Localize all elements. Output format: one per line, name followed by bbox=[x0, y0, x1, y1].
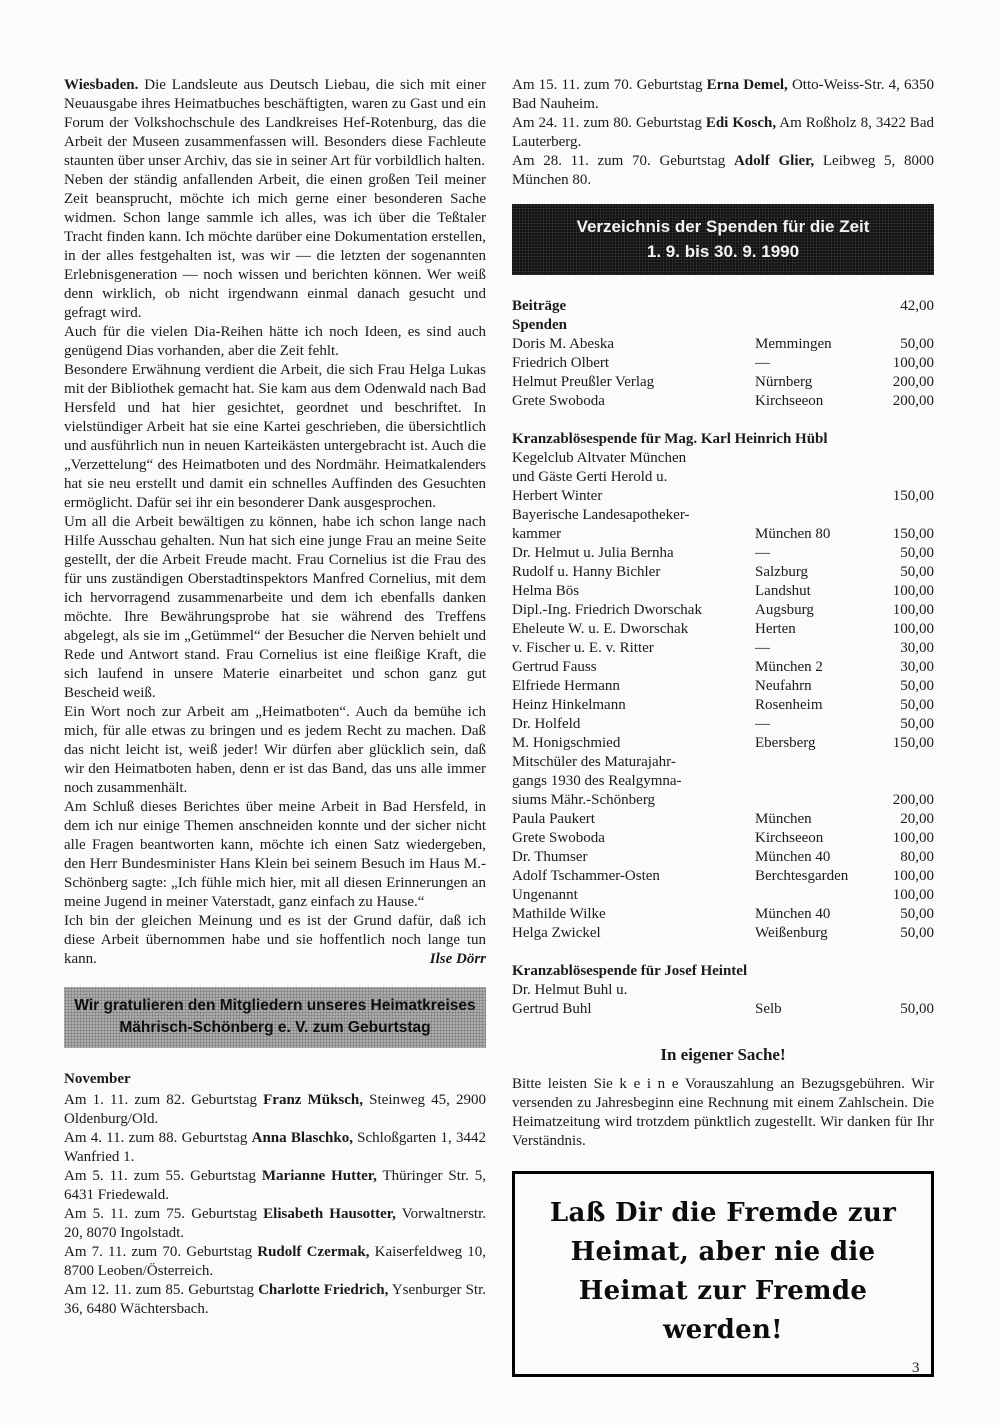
donation-amount: 100,00 bbox=[892, 602, 934, 618]
donation-amount: 50,00 bbox=[900, 716, 934, 732]
donation-row bbox=[512, 886, 934, 905]
donation-place: Weißenburg bbox=[755, 925, 828, 941]
donation-row bbox=[512, 620, 934, 639]
donation-place: — bbox=[755, 355, 770, 371]
entry-date-text: Am 28. 11. zum 70. Geburtstag bbox=[512, 153, 734, 169]
left-column bbox=[64, 76, 486, 1319]
donation-place: Kirchseeon bbox=[755, 830, 824, 846]
donation-place: — bbox=[755, 640, 770, 656]
entry-name: Adolf Glier, bbox=[733, 153, 815, 169]
donation-row bbox=[512, 582, 934, 601]
donation-name: Grete Swoboda bbox=[512, 393, 605, 409]
birthday-entry bbox=[64, 1281, 486, 1319]
donation-amount: 50,00 bbox=[900, 545, 934, 561]
beitraege-place bbox=[755, 297, 862, 316]
donation-place: Rosenheim bbox=[755, 697, 823, 713]
donation-name: Dipl.-Ing. Friedrich Dworschak bbox=[512, 602, 702, 618]
donation-row bbox=[512, 601, 934, 620]
motto-line-2: Heimat, aber nie die bbox=[570, 1237, 876, 1267]
page-number: 3 bbox=[912, 1360, 920, 1376]
donation-amount bbox=[862, 506, 934, 525]
paragraph-text: Auch für die vielen Dia-Reihen hätte ich noch Ideen, es sind auch genügend Dias vorhanden, aber die Zeit fehlt. bbox=[64, 324, 486, 359]
kranz-title-2: Kranzablösespende für Josef Heintel bbox=[512, 963, 748, 979]
donation-name: gangs 1930 des Realgymna- bbox=[512, 773, 682, 789]
donation-place bbox=[755, 468, 862, 487]
donations-title-line-2: 1. 9. bis 30. 9. 1990 bbox=[646, 242, 800, 261]
motto-line-1: Laß Dir die Fremde zur bbox=[549, 1198, 897, 1228]
donation-row bbox=[512, 810, 934, 829]
donation-row bbox=[512, 449, 934, 468]
entry-address: Thüringer Str. 5, 6431 Friedewald. bbox=[64, 1168, 487, 1203]
donation-name: Helmut Preußler Verlag bbox=[512, 374, 655, 390]
donation-row bbox=[512, 924, 934, 943]
donation-amount: 30,00 bbox=[900, 659, 934, 675]
donation-amount bbox=[862, 753, 934, 772]
donation-name: Ungenannt bbox=[512, 887, 578, 903]
donation-name: Dr. Thumser bbox=[512, 849, 588, 865]
entry-name: Edi Kosch, bbox=[705, 115, 777, 131]
entry-date-text: Am 24. 11. zum 80. Geburtstag bbox=[512, 115, 706, 131]
birthday-entry bbox=[512, 114, 934, 152]
donation-name: Kegelclub Altvater München bbox=[512, 450, 687, 466]
paragraph-text: Besondere Erwähnung verdient die Arbeit, die sich Frau Helga Lukas mit der Bibliothek gemacht hat. Sie kam aus dem Odenwald nach Bad Hersfeld und hat hier gesichtet, geordnet und beschriftet. In vielstündiger Arbeit hat sie eine Kartei geschrieben, die übersichtlich und ausführlich nun in neuen Karteikästen untergebracht ist. Auch die „Verzettelung“ des Heimatboten und des Nordmähr. Heimatkalenders hat sie neu erstellt und damit ein schnelles Auffinden des Gesuchten ermöglicht. Dafür sei ihr ein besonderer Dank ausgesprochen. bbox=[64, 362, 486, 511]
donation-row bbox=[512, 677, 934, 696]
donation-row bbox=[512, 867, 934, 886]
donation-amount: 20,00 bbox=[900, 811, 934, 827]
donation-place: Nürnberg bbox=[755, 374, 813, 390]
entry-address: Steinweg 45, 2900 Oldenburg/Old. bbox=[64, 1092, 487, 1127]
birthday-entry bbox=[64, 1167, 486, 1205]
paragraph-text: Am Schluß dieses Berichtes über meine Arbeit in Bad Hersfeld, in dem ich nur einige Themen anschneiden konnte und der sicher nicht alle Fragen beantworten kann, möchte ich einen Satz wiedergeben, den Herr Bundesminister Hans Klein bei seinem Besuch im Haus M.-Schönberg sagte: „Ich fühle mich hier, mit all diesen Erinnerungen an meine Jugend in meiner Vaterstadt, ganz einfach zu Hause.“ bbox=[64, 799, 486, 910]
paragraph-text: Die Landsleute aus Deutsch Liebau, die sich mit einer Neuausgabe ihres Heimatbuches beschäftigten, waren zu Gast und ein Forum der Volkshochschule des Landkreises Hef-Rotenburg, das die Arbeit der Museen zusammenfassen will. Besonders diese Fachleute staunten über unser Archiv, das sie in seiner Art für vorbildlich halten. bbox=[64, 77, 486, 169]
entry-name: Franz Müksch, bbox=[263, 1092, 364, 1108]
notice-body: Bitte leisten Sie k e i n e Vorauszahlung an Bezugsgebühren. Wir versenden zu Jahresbeginn eine Rechnung mit einem Zahlschein. Die Heimatzeitung wird trotzdem pünktlich zugestellt. Wir danken für Ihr Verständnis. bbox=[512, 1076, 934, 1149]
donation-place: — bbox=[755, 545, 770, 561]
donation-place bbox=[755, 886, 862, 905]
entry-date-text: Am 1. 11. zum 82. Geburtstag bbox=[64, 1092, 264, 1108]
donation-amount: 100,00 bbox=[892, 887, 934, 903]
donation-amount: 30,00 bbox=[900, 640, 934, 656]
donation-name: Rudolf u. Hanny Bichler bbox=[512, 564, 661, 580]
entry-date-text: Am 7. 11. zum 70. Geburtstag bbox=[64, 1244, 258, 1260]
donation-place: München 2 bbox=[755, 659, 823, 675]
donation-amount: 150,00 bbox=[892, 526, 934, 542]
donation-row bbox=[512, 772, 934, 791]
donation-row bbox=[512, 487, 934, 506]
article-paragraph bbox=[64, 798, 486, 912]
entry-date-text: Am 5. 11. zum 75. Geburtstag bbox=[64, 1206, 264, 1222]
donation-place: Salzburg bbox=[755, 564, 809, 580]
donation-row bbox=[512, 525, 934, 544]
donation-name: Elfriede Hermann bbox=[512, 678, 620, 694]
donation-place: Berchtesgarden bbox=[755, 868, 849, 884]
donation-place: München 80 bbox=[755, 526, 831, 542]
donation-name: Paula Paukert bbox=[512, 811, 595, 827]
donation-amount: 100,00 bbox=[892, 621, 934, 637]
donation-amount: 100,00 bbox=[892, 830, 934, 846]
donation-place: München bbox=[755, 811, 812, 827]
donation-name: Grete Swoboda bbox=[512, 830, 605, 846]
birthday-entry bbox=[64, 1243, 486, 1281]
donation-row bbox=[512, 392, 934, 411]
entry-date-text: Am 4. 11. zum 88. Geburtstag bbox=[64, 1130, 252, 1146]
donation-place: Landshut bbox=[755, 583, 811, 599]
paragraph-text: Um all die Arbeit bewältigen zu können, habe ich schon lange nach Hilfe Ausschau gehalten. Nun hat sich eine junge Frau an meine Seite gestellt, der die Arbeit Freude macht. Frau Cornelius ist die Frau des für uns zuständigen Oberstadtinspektors Manfred Cornelius, mit dem ich hervorragend zusammenarbeite und dem ich ebenfalls danken möchte. Ihre Bewährungsprobe hat sie während des Treffens abgelegt, als sie im „Getümmel“ der Besucher die Nerven behielt und Rede und Antwort stand. Frau Cornelius ist eine fleißige Kraft, die sich laufend in unsere Materie einarbeitet und schon ganz gut Bescheid weiß. bbox=[64, 514, 486, 701]
entry-name: Charlotte Friedrich, bbox=[258, 1282, 389, 1298]
donation-row bbox=[512, 373, 934, 392]
beitraege-row bbox=[512, 297, 934, 316]
donation-row bbox=[512, 829, 934, 848]
donation-place: München 40 bbox=[755, 849, 831, 865]
paragraph-lead: Wiesbaden. bbox=[64, 77, 139, 93]
donation-name: Dr. Helmut Buhl u. bbox=[512, 982, 628, 998]
entry-name: Erna Demel, bbox=[706, 77, 788, 93]
donation-row bbox=[512, 1000, 934, 1019]
donation-row bbox=[512, 544, 934, 563]
entry-address: Ysenburger Str. 36, 6480 Wächtersbach. bbox=[64, 1282, 486, 1317]
donation-name: Mathilde Wilke bbox=[512, 906, 606, 922]
donation-amount: 150,00 bbox=[892, 735, 934, 751]
donation-place: — bbox=[755, 716, 770, 732]
kranz-title-1: Kranzablösespende für Mag. Karl Heinrich Hübl bbox=[512, 431, 828, 447]
month-heading: November bbox=[64, 1071, 131, 1087]
beitraege-label: Beiträge bbox=[512, 298, 567, 314]
motto-box bbox=[512, 1171, 934, 1377]
entry-name: Rudolf Czermak, bbox=[257, 1244, 370, 1260]
closing-paragraph bbox=[64, 912, 486, 969]
donation-name: Herbert Winter bbox=[512, 488, 603, 504]
kranz-table-1 bbox=[512, 449, 934, 943]
entry-address: Am Roßholz 8, 3422 Bad Lauterberg. bbox=[512, 115, 934, 150]
donation-name: M. Honigschmied bbox=[512, 735, 621, 751]
donation-place: Selb bbox=[755, 1001, 782, 1017]
donation-place: Ebersberg bbox=[755, 735, 816, 751]
donation-row bbox=[512, 506, 934, 525]
donation-name: Gertrud Fauss bbox=[512, 659, 597, 675]
donation-name: und Gäste Gerti Herold u. bbox=[512, 469, 668, 485]
birthday-entry bbox=[64, 1205, 486, 1243]
donation-row bbox=[512, 791, 934, 810]
donation-amount: 100,00 bbox=[892, 355, 934, 371]
donation-amount: 50,00 bbox=[900, 336, 934, 352]
birthday-list-left bbox=[64, 1091, 486, 1319]
donation-name: Helga Zwickel bbox=[512, 925, 601, 941]
article-paragraph bbox=[64, 323, 486, 361]
donation-name: kammer bbox=[512, 526, 562, 542]
donation-amount: 50,00 bbox=[900, 925, 934, 941]
donation-amount: 50,00 bbox=[900, 1001, 934, 1017]
donation-amount bbox=[862, 449, 934, 468]
entry-address: Otto-Weiss-Str. 4, 6350 Bad Nauheim. bbox=[512, 77, 934, 112]
spenden-heading: Spenden bbox=[512, 317, 568, 333]
donation-place: Neufahrn bbox=[755, 678, 812, 694]
donation-amount: 100,00 bbox=[892, 868, 934, 884]
entry-name: Marianne Hutter, bbox=[261, 1168, 377, 1184]
donation-name: Doris M. Abeska bbox=[512, 336, 615, 352]
donation-row bbox=[512, 335, 934, 354]
donation-name: v. Fischer u. E. v. Ritter bbox=[512, 640, 654, 656]
congrats-box bbox=[64, 987, 486, 1048]
donation-row bbox=[512, 734, 934, 753]
donation-amount: 80,00 bbox=[900, 849, 934, 865]
donation-amount: 200,00 bbox=[892, 393, 934, 409]
donation-place bbox=[755, 487, 862, 506]
entry-address: Schloßgarten 1, 3442 Wanfried 1. bbox=[64, 1130, 486, 1165]
donation-name: Gertrud Buhl bbox=[512, 1001, 592, 1017]
donation-row bbox=[512, 468, 934, 487]
donation-name: Heinz Hinkelmann bbox=[512, 697, 626, 713]
entry-date-text: Am 15. 11. zum 70. Geburtstag bbox=[512, 77, 707, 93]
donation-place bbox=[755, 772, 862, 791]
donation-amount bbox=[862, 772, 934, 791]
donation-row bbox=[512, 715, 934, 734]
donation-place bbox=[755, 449, 862, 468]
right-column bbox=[512, 76, 934, 1377]
spenden-table bbox=[512, 335, 934, 411]
donation-place: München 40 bbox=[755, 906, 831, 922]
donation-name: Friedrich Olbert bbox=[512, 355, 610, 371]
kranz-table-2 bbox=[512, 981, 934, 1019]
donation-amount: 150,00 bbox=[892, 488, 934, 504]
donation-amount: 50,00 bbox=[900, 906, 934, 922]
donation-name: siums Mähr.-Schönberg bbox=[512, 792, 656, 808]
donation-row bbox=[512, 639, 934, 658]
donation-amount: 50,00 bbox=[900, 564, 934, 580]
donation-row bbox=[512, 753, 934, 772]
donations-header-box bbox=[512, 204, 934, 275]
congrats-line-1: Wir gratulieren den Mitgliedern unseres Heimatkreises bbox=[74, 997, 476, 1014]
donation-amount: 50,00 bbox=[900, 697, 934, 713]
donations-title-line-1: Verzeichnis der Spenden für die Zeit bbox=[576, 217, 870, 236]
donation-name: Dr. Holfeld bbox=[512, 716, 581, 732]
birthday-entry bbox=[64, 1091, 486, 1129]
paragraph-text: Ein Wort noch zur Arbeit am „Heimatboten“. Auch da bemühe ich mich, für alle etwas zu bringen und es jedem Recht zu machen. Daß das nicht leicht ist, weiß jeder! Wir dürfen aber glücklich sein, daß wir den Heimatboten haben, denn er ist das Band, das uns alle immer noch zusammenhält. bbox=[64, 704, 486, 796]
donation-amount: 100,00 bbox=[892, 583, 934, 599]
donation-row bbox=[512, 563, 934, 582]
paragraph-text: Neben der ständig anfallenden Arbeit, die einen großen Teil meiner Zeit beansprucht, möchte ich mich gerne einer besonderen Sache widmen. Schon lange sammle ich alles, was ich über die Teßtaler Tracht finden kann. Ich möchte darüber eine Dokumentation erstellen, in der alles festgehalten ist, was wir — die letzten der sogenannten Erlebnisgeneration — noch wissen und berichten können. Wer weiß denn wirklich, ob nicht irgendwann einmal danach gesucht und gefragt wird. bbox=[64, 172, 486, 321]
article-paragraph bbox=[64, 513, 486, 703]
birthday-entry bbox=[64, 1129, 486, 1167]
donation-name: Bayerische Landesapotheker- bbox=[512, 507, 690, 523]
donation-name: Mitschüler des Maturajahr- bbox=[512, 754, 676, 770]
donation-place: Augsburg bbox=[755, 602, 814, 618]
donation-place bbox=[755, 753, 862, 772]
entry-address: Leibweg 5, 8000 München 80. bbox=[512, 153, 934, 188]
entry-name: Anna Blaschko, bbox=[251, 1130, 353, 1146]
entry-date-text: Am 12. 11. zum 85. Geburtstag bbox=[64, 1282, 259, 1298]
article-paragraph bbox=[64, 703, 486, 798]
congrats-line-2: Mährisch-Schönberg e. V. zum Geburtstag bbox=[119, 1019, 431, 1036]
donation-name: Dr. Helmut u. Julia Bernha bbox=[512, 545, 674, 561]
donation-place bbox=[755, 981, 862, 1000]
donation-row bbox=[512, 696, 934, 715]
birthday-entry bbox=[512, 76, 934, 114]
donation-name: Eheleute W. u. E. Dworschak bbox=[512, 621, 689, 637]
birthday-list-right bbox=[512, 76, 934, 190]
article-body bbox=[64, 76, 486, 912]
donation-amount bbox=[862, 468, 934, 487]
closing-text: Ich bin der gleichen Meinung und es ist der Grund dafür, daß ich diese Arbeit übernommen habe und sie hoffentlich noch lange tun kann. bbox=[64, 913, 486, 967]
article-paragraph bbox=[64, 361, 486, 513]
donation-row bbox=[512, 848, 934, 867]
donation-name: Adolf Tschammer-Osten bbox=[512, 868, 660, 884]
donation-amount: 50,00 bbox=[900, 678, 934, 694]
motto-line-3: Heimat zur Fremde werden! bbox=[578, 1276, 868, 1345]
donation-place: Kirchseeon bbox=[755, 393, 824, 409]
donation-name: Helma Bös bbox=[512, 583, 580, 599]
entry-name: Elisabeth Hausotter, bbox=[263, 1206, 396, 1222]
entry-address: Kaiserfeldweg 10, 8700 Leoben/Österreich. bbox=[64, 1244, 486, 1279]
signature: Ilse Dörr bbox=[429, 951, 486, 967]
entry-address: Vorwaltnerstr. 20, 8070 Ingolstadt. bbox=[64, 1206, 487, 1241]
donation-place: Herten bbox=[755, 621, 796, 637]
beitraege-amount: 42,00 bbox=[900, 298, 934, 314]
donation-row bbox=[512, 354, 934, 373]
birthday-entry bbox=[512, 152, 934, 190]
donation-amount: 200,00 bbox=[892, 374, 934, 390]
donation-amount: 200,00 bbox=[892, 792, 934, 808]
donation-place bbox=[755, 506, 862, 525]
article-paragraph bbox=[64, 76, 486, 171]
donation-amount bbox=[862, 981, 934, 1000]
entry-date-text: Am 5. 11. zum 55. Geburtstag bbox=[64, 1168, 262, 1184]
notice-title: In eigener Sache! bbox=[660, 1045, 786, 1064]
donation-row bbox=[512, 658, 934, 677]
donation-row bbox=[512, 905, 934, 924]
donation-place bbox=[755, 791, 862, 810]
donation-row bbox=[512, 981, 934, 1000]
donation-place: Memmingen bbox=[755, 336, 832, 352]
article-paragraph bbox=[64, 171, 486, 323]
